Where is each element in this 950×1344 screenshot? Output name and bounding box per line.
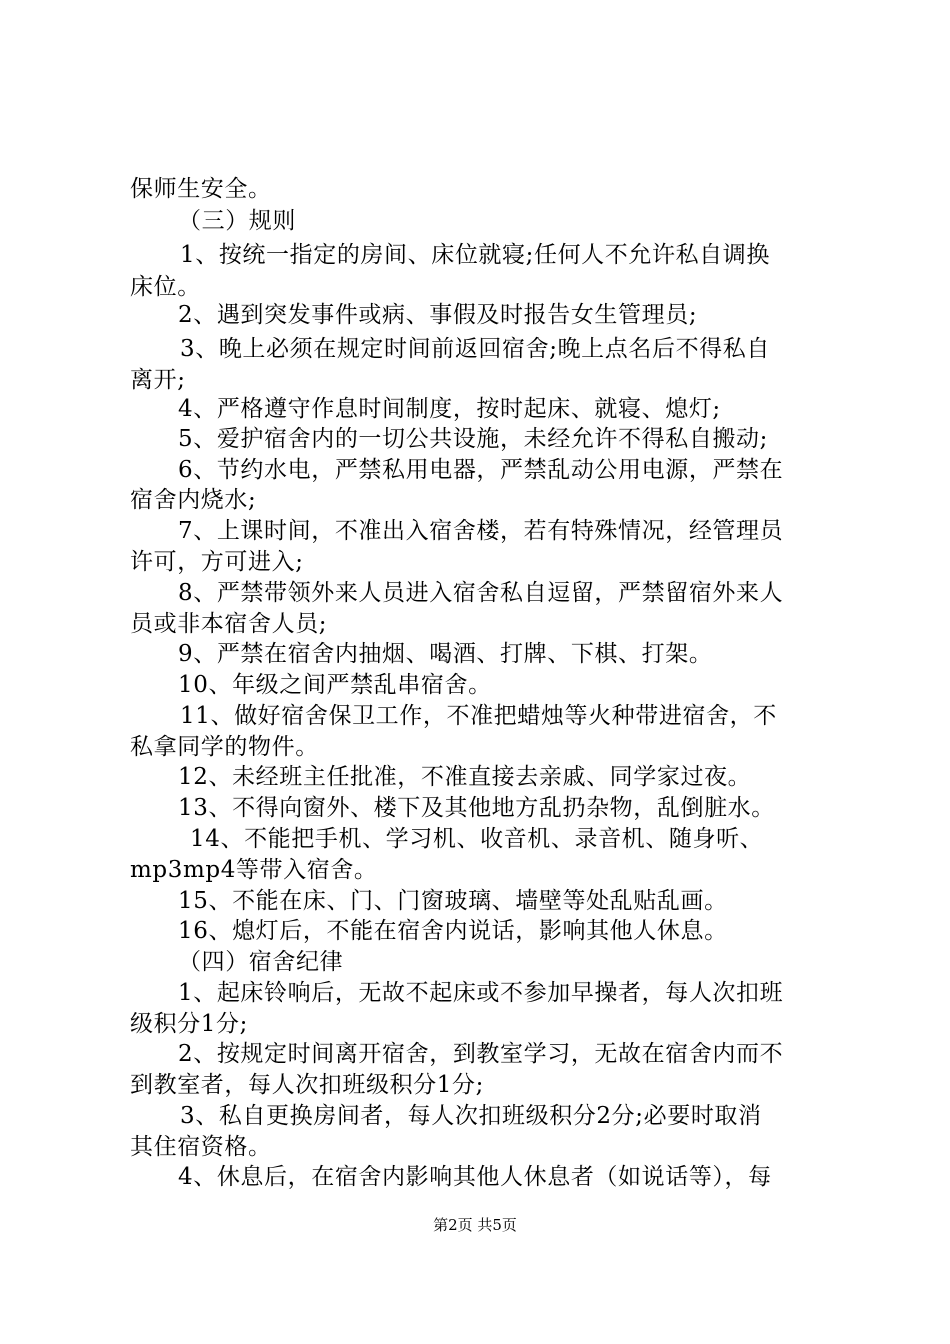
text-line-17: 10、年级之间严禁乱串宿舍。 xyxy=(178,672,492,698)
text-line-1: 保师生安全。 xyxy=(130,176,272,202)
text-line-4: 床位。 xyxy=(130,274,201,300)
text-line-33: 4、休息后，在宿舍内影响其他人休息者（如说话等），每 xyxy=(178,1164,772,1190)
text-line-10: 6、节约水电，严禁私用电器，严禁乱动公用电源，严禁在 xyxy=(178,457,784,483)
text-line-16: 9、严禁在宿舍内抽烟、喝酒、打牌、下棋、打架。 xyxy=(178,641,713,667)
text-line-20: 12、未经班主任批准，不准直接去亲戚、同学家过夜。 xyxy=(178,764,752,790)
text-line-5: 2、遇到突发事件或病、事假及时报告女生管理员; xyxy=(178,302,698,328)
text-line-19: 私拿同学的物件。 xyxy=(130,734,319,760)
text-line-12: 7、上课时间，不准出入宿舍楼，若有特殊情况，经管理员 xyxy=(178,518,784,544)
text-line-9: 5、爱护宿舍内的一切公共设施，未经允许不得私自搬动; xyxy=(178,426,768,452)
text-line-21: 13、不得向窗外、楼下及其他地方乱扔杂物，乱倒脏水。 xyxy=(178,795,775,821)
text-line-8: 4、严格遵守作息时间制度，按时起床、就寝、熄灯; xyxy=(178,396,721,422)
text-line-18: 11、做好宿舍保卫工作，不准把蜡烛等火种带进宿舍，不 xyxy=(180,703,777,729)
text-line-30: 到教室者，每人次扣班级积分1分; xyxy=(130,1072,484,1098)
text-line-24: 15、不能在床、门、门窗玻璃、墙壁等处乱贴乱画。 xyxy=(178,888,728,914)
text-line-28: 级积分1分; xyxy=(130,1011,248,1037)
text-line-13: 许可，方可进入; xyxy=(130,549,304,575)
text-line-11: 宿舍内烧水; xyxy=(130,487,257,513)
text-line-6: 3、晚上必须在规定时间前返回宿舍;晚上点名后不得私自 xyxy=(180,336,770,362)
page-number-footer: 第2页 共5页 xyxy=(433,1216,517,1234)
section-heading-rules: （三）规则 xyxy=(178,208,296,234)
text-line-14: 8、严禁带领外来人员进入宿舍私自逗留，严禁留宿外来人 xyxy=(178,580,784,606)
text-line-32: 其住宿资格。 xyxy=(130,1134,272,1160)
text-line-7: 离开; xyxy=(130,367,186,393)
text-line-15: 员或非本宿舍人员; xyxy=(130,611,328,637)
text-line-23: mp3mp4等带入宿舍。 xyxy=(130,857,378,883)
text-line-31: 3、私自更换房间者，每人次扣班级积分2分;必要时取消 xyxy=(180,1103,762,1129)
section-heading-discipline: （四）宿舍纪律 xyxy=(178,949,344,975)
text-line-29: 2、按规定时间离开宿舍，到教室学习，无故在宿舍内而不 xyxy=(178,1041,784,1067)
text-line-22: 14、不能把手机、学习机、收音机、录音机、随身听、 xyxy=(190,826,764,852)
text-line-27: 1、起床铃响后，无故不起床或不参加早操者，每人次扣班 xyxy=(178,980,784,1006)
text-line-25: 16、熄灯后，不能在宿舍内说话，影响其他人休息。 xyxy=(178,918,728,944)
text-line-3: 1、按统一指定的房间、床位就寝;任何人不允许私自调换 xyxy=(180,242,770,268)
